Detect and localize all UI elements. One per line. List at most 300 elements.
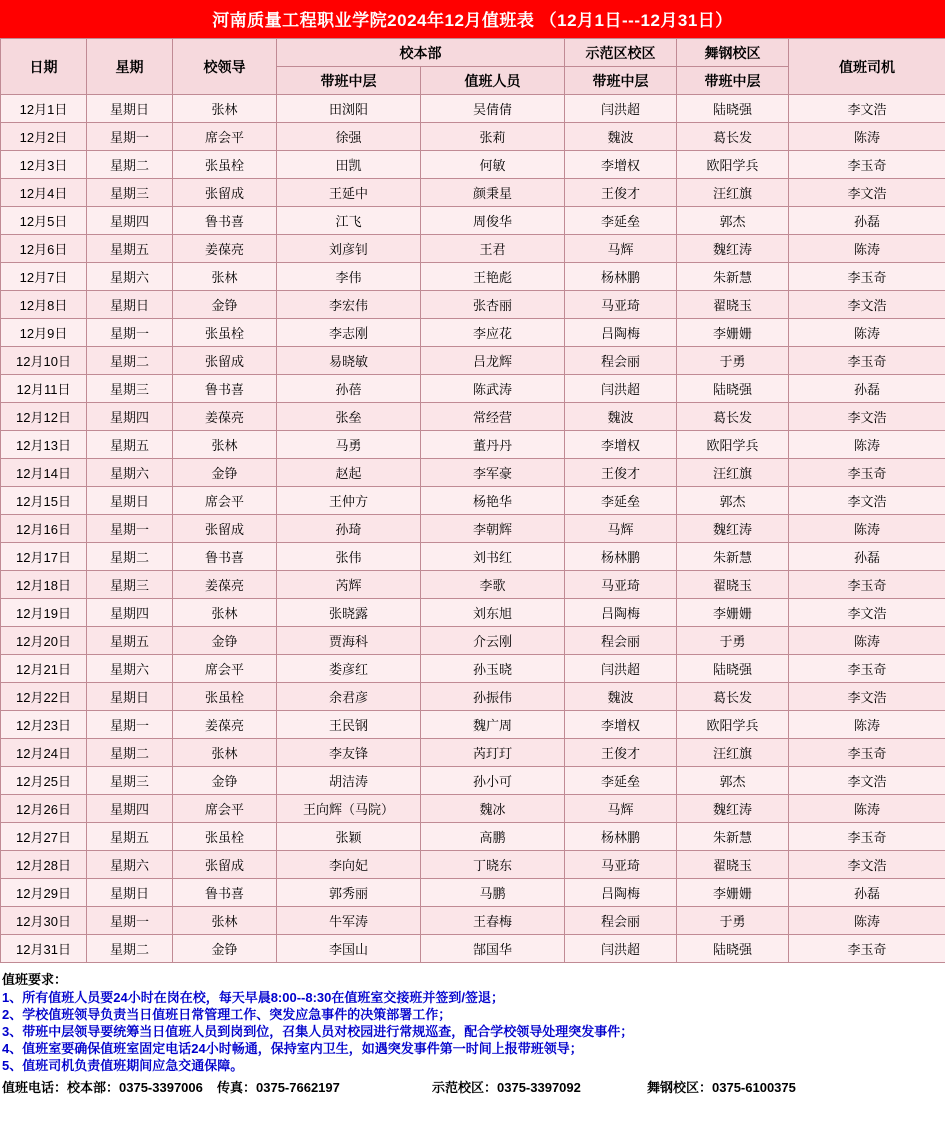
cell-main-campus-mid: 余君彦 — [277, 683, 421, 711]
cell-school-leader: 张林 — [173, 431, 277, 459]
table-row — [1, 319, 945, 347]
cell-weekday: 星期三 — [87, 375, 173, 403]
table-row — [1, 823, 945, 851]
cell-wugang-campus-mid: 陆晓强 — [677, 375, 789, 403]
cell-main-campus-mid: 张垒 — [277, 403, 421, 431]
cell-demo-campus-mid: 杨林鹏 — [565, 823, 677, 851]
cell-wugang-campus-mid: 汪红旗 — [677, 459, 789, 487]
cell-demo-campus-mid: 闫洪超 — [565, 935, 677, 963]
cell-driver: 陈涛 — [789, 431, 945, 459]
cell-date: 12月31日 — [1, 935, 87, 963]
cell-weekday: 星期日 — [87, 487, 173, 515]
duty-requirement-item: 2、学校值班领导负责当日值班日常管理工作、突发应急事件的决策部署工作； — [2, 1007, 452, 1022]
cell-date: 12月27日 — [1, 823, 87, 851]
cell-date: 12月12日 — [1, 403, 87, 431]
header-school-leader: 校领导 — [173, 39, 277, 95]
table-row — [1, 711, 945, 739]
header-row-1 — [1, 39, 945, 67]
cell-main-campus-mid: 王延中 — [277, 179, 421, 207]
cell-school-leader: 鲁书喜 — [173, 207, 277, 235]
cell-main-campus-mid: 张颖 — [277, 823, 421, 851]
cell-wugang-campus-mid: 朱新慧 — [677, 263, 789, 291]
cell-driver: 李玉奇 — [789, 263, 945, 291]
cell-wugang-campus-mid: 李姗姗 — [677, 879, 789, 907]
cell-main-campus-staff: 李应花 — [421, 319, 565, 347]
cell-demo-campus-mid: 李增权 — [565, 151, 677, 179]
cell-wugang-campus-mid: 葛长发 — [677, 123, 789, 151]
cell-date: 12月9日 — [1, 319, 87, 347]
cell-driver: 孙磊 — [789, 375, 945, 403]
cell-driver: 陈涛 — [789, 627, 945, 655]
cell-date: 12月25日 — [1, 767, 87, 795]
cell-date: 12月19日 — [1, 599, 87, 627]
cell-date: 12月2日 — [1, 123, 87, 151]
cell-wugang-campus-mid: 葛长发 — [677, 403, 789, 431]
duty-requirement-item: 1、所有值班人员要24小时在岗在校，每天早晨8:00--8:30在值班室交接班并签到/签退； — [2, 990, 504, 1005]
cell-demo-campus-mid: 王俊才 — [565, 459, 677, 487]
cell-date: 12月13日 — [1, 431, 87, 459]
header-demo-campus-mid: 带班中层 — [565, 67, 677, 95]
cell-main-campus-mid: 李向妃 — [277, 851, 421, 879]
cell-date: 12月3日 — [1, 151, 87, 179]
duty-requirement-item: 3、带班中层领导要统筹当日值班人员到岗到位，召集人员对校园进行常规巡查，配合学校领导处理突发事件； — [2, 1024, 634, 1039]
cell-main-campus-staff: 陈武涛 — [421, 375, 565, 403]
cell-weekday: 星期二 — [87, 935, 173, 963]
cell-demo-campus-mid: 李增权 — [565, 431, 677, 459]
cell-school-leader: 席会平 — [173, 655, 277, 683]
cell-wugang-campus-mid: 陆晓强 — [677, 935, 789, 963]
cell-weekday: 星期四 — [87, 207, 173, 235]
cell-main-campus-mid: 江飞 — [277, 207, 421, 235]
cell-main-campus-staff: 芮玎玎 — [421, 739, 565, 767]
cell-school-leader: 张留成 — [173, 179, 277, 207]
cell-main-campus-mid: 田凯 — [277, 151, 421, 179]
cell-demo-campus-mid: 杨林鹏 — [565, 263, 677, 291]
cell-school-leader: 金铮 — [173, 767, 277, 795]
cell-wugang-campus-mid: 郭杰 — [677, 207, 789, 235]
cell-demo-campus-mid: 马辉 — [565, 515, 677, 543]
cell-driver: 李玉奇 — [789, 571, 945, 599]
cell-driver: 李文浩 — [789, 403, 945, 431]
cell-demo-campus-mid: 王俊才 — [565, 739, 677, 767]
cell-demo-campus-mid: 魏波 — [565, 123, 677, 151]
cell-date: 12月20日 — [1, 627, 87, 655]
cell-main-campus-mid: 张晓露 — [277, 599, 421, 627]
cell-demo-campus-mid: 王俊才 — [565, 179, 677, 207]
table-row — [1, 879, 945, 907]
cell-demo-campus-mid: 杨林鹏 — [565, 543, 677, 571]
table-row — [1, 851, 945, 879]
phone-main-campus — [2, 1077, 217, 1096]
table-row — [1, 767, 945, 795]
cell-weekday: 星期三 — [87, 767, 173, 795]
cell-main-campus-mid: 易晓敏 — [277, 347, 421, 375]
cell-main-campus-staff: 李军豪 — [421, 459, 565, 487]
table-row — [1, 515, 945, 543]
cell-main-campus-mid: 孙琦 — [277, 515, 421, 543]
header-driver: 值班司机 — [789, 39, 945, 95]
cell-wugang-campus-mid: 于勇 — [677, 627, 789, 655]
cell-wugang-campus-mid: 魏红涛 — [677, 515, 789, 543]
cell-driver: 陈涛 — [789, 907, 945, 935]
cell-demo-campus-mid: 马亚琦 — [565, 291, 677, 319]
cell-demo-campus-mid: 魏波 — [565, 683, 677, 711]
cell-driver: 陈涛 — [789, 123, 945, 151]
cell-school-leader: 张林 — [173, 263, 277, 291]
cell-demo-campus-mid: 闫洪超 — [565, 375, 677, 403]
cell-main-campus-staff: 常经营 — [421, 403, 565, 431]
cell-driver: 孙磊 — [789, 543, 945, 571]
table-row — [1, 207, 945, 235]
cell-driver: 李文浩 — [789, 767, 945, 795]
cell-date: 12月6日 — [1, 235, 87, 263]
cell-main-campus-staff: 孙玉晓 — [421, 655, 565, 683]
cell-main-campus-mid: 田浏阳 — [277, 95, 421, 123]
cell-weekday: 星期日 — [87, 879, 173, 907]
cell-main-campus-mid: 郭秀丽 — [277, 879, 421, 907]
cell-school-leader: 鲁书喜 — [173, 543, 277, 571]
cell-main-campus-staff: 周俊华 — [421, 207, 565, 235]
cell-date: 12月8日 — [1, 291, 87, 319]
cell-wugang-campus-mid: 朱新慧 — [677, 823, 789, 851]
cell-main-campus-staff: 张莉 — [421, 123, 565, 151]
cell-main-campus-mid: 徐强 — [277, 123, 421, 151]
cell-driver: 李玉奇 — [789, 655, 945, 683]
cell-weekday: 星期日 — [87, 291, 173, 319]
cell-demo-campus-mid: 马亚琦 — [565, 851, 677, 879]
table-row — [1, 487, 945, 515]
cell-wugang-campus-mid: 魏红涛 — [677, 795, 789, 823]
header-main-campus: 校本部 — [277, 39, 565, 67]
cell-school-leader: 金铮 — [173, 459, 277, 487]
cell-weekday: 星期二 — [87, 347, 173, 375]
cell-date: 12月15日 — [1, 487, 87, 515]
cell-driver: 李文浩 — [789, 95, 945, 123]
cell-wugang-campus-mid: 汪红旗 — [677, 739, 789, 767]
cell-weekday: 星期二 — [87, 543, 173, 571]
cell-demo-campus-mid: 程会丽 — [565, 347, 677, 375]
cell-main-campus-mid: 胡洁涛 — [277, 767, 421, 795]
cell-driver: 李玉奇 — [789, 459, 945, 487]
cell-demo-campus-mid: 马亚琦 — [565, 571, 677, 599]
cell-main-campus-staff: 王君 — [421, 235, 565, 263]
cell-demo-campus-mid: 闫洪超 — [565, 95, 677, 123]
phone-fax: 传真：0375-7662197 — [217, 1080, 340, 1095]
cell-main-campus-mid: 孙蓓 — [277, 375, 421, 403]
cell-wugang-campus-mid: 欧阳学兵 — [677, 431, 789, 459]
cell-main-campus-staff: 高鹏 — [421, 823, 565, 851]
cell-school-leader: 席会平 — [173, 123, 277, 151]
cell-driver: 李玉奇 — [789, 347, 945, 375]
cell-driver: 陈涛 — [789, 515, 945, 543]
cell-weekday: 星期六 — [87, 851, 173, 879]
table-row — [1, 235, 945, 263]
cell-date: 12月1日 — [1, 95, 87, 123]
cell-school-leader: 张虽栓 — [173, 823, 277, 851]
table-row — [1, 627, 945, 655]
cell-demo-campus-mid: 吕陶梅 — [565, 319, 677, 347]
cell-school-leader: 张留成 — [173, 851, 277, 879]
cell-driver: 李玉奇 — [789, 823, 945, 851]
cell-school-leader: 张林 — [173, 739, 277, 767]
cell-driver: 李文浩 — [789, 851, 945, 879]
cell-weekday: 星期一 — [87, 515, 173, 543]
cell-school-leader: 姜葆亮 — [173, 571, 277, 599]
cell-main-campus-mid: 贾海科 — [277, 627, 421, 655]
cell-driver: 陈涛 — [789, 235, 945, 263]
cell-school-leader: 鲁书喜 — [173, 375, 277, 403]
cell-wugang-campus-mid: 翟晓玉 — [677, 851, 789, 879]
cell-demo-campus-mid: 马辉 — [565, 795, 677, 823]
cell-school-leader: 张林 — [173, 95, 277, 123]
cell-driver: 李玉奇 — [789, 739, 945, 767]
cell-school-leader: 金铮 — [173, 627, 277, 655]
table-body — [1, 95, 945, 963]
duty-requirement-item: 5、值班司机负责值班期间应急交通保障。 — [2, 1058, 244, 1073]
table-row — [1, 739, 945, 767]
table-row — [1, 683, 945, 711]
cell-demo-campus-mid: 马辉 — [565, 235, 677, 263]
cell-main-campus-staff: 王艳彪 — [421, 263, 565, 291]
cell-driver: 李玉奇 — [789, 935, 945, 963]
cell-driver: 李玉奇 — [789, 151, 945, 179]
cell-wugang-campus-mid: 翟晓玉 — [677, 571, 789, 599]
table-row — [1, 403, 945, 431]
cell-date: 12月4日 — [1, 179, 87, 207]
cell-main-campus-staff: 李歌 — [421, 571, 565, 599]
duty-requirements-title: 值班要求： — [2, 972, 68, 987]
cell-date: 12月18日 — [1, 571, 87, 599]
header-main-campus-staff: 值班人员 — [421, 67, 565, 95]
cell-weekday: 星期六 — [87, 459, 173, 487]
cell-date: 12月10日 — [1, 347, 87, 375]
cell-wugang-campus-mid: 陆晓强 — [677, 95, 789, 123]
cell-demo-campus-mid: 李延垒 — [565, 767, 677, 795]
cell-school-leader: 金铮 — [173, 935, 277, 963]
cell-weekday: 星期四 — [87, 403, 173, 431]
table-row — [1, 907, 945, 935]
cell-main-campus-staff: 介云刚 — [421, 627, 565, 655]
cell-school-leader: 姜葆亮 — [173, 403, 277, 431]
header-weekday: 星期 — [87, 39, 173, 95]
table-row — [1, 599, 945, 627]
cell-main-campus-staff: 杨艳华 — [421, 487, 565, 515]
cell-main-campus-mid: 娄彦红 — [277, 655, 421, 683]
cell-driver: 孙磊 — [789, 207, 945, 235]
cell-weekday: 星期二 — [87, 151, 173, 179]
contact-phones — [0, 1077, 945, 1096]
cell-main-campus-staff: 颜秉星 — [421, 179, 565, 207]
cell-wugang-campus-mid: 郭杰 — [677, 767, 789, 795]
cell-date: 12月30日 — [1, 907, 87, 935]
cell-weekday: 星期三 — [87, 571, 173, 599]
cell-main-campus-mid: 李友锋 — [277, 739, 421, 767]
table-row — [1, 291, 945, 319]
header-main-campus-mid: 带班中层 — [277, 67, 421, 95]
duty-schedule-table — [0, 38, 945, 963]
cell-school-leader: 鲁书喜 — [173, 879, 277, 907]
table-row — [1, 375, 945, 403]
table-row — [1, 431, 945, 459]
cell-wugang-campus-mid: 李姗姗 — [677, 599, 789, 627]
table-row — [1, 571, 945, 599]
cell-main-campus-staff: 孙振伟 — [421, 683, 565, 711]
cell-driver: 陈涛 — [789, 319, 945, 347]
page-title: 河南质量工程职业学院2024年12月值班表 （12月1日---12月31日） — [0, 0, 945, 38]
cell-school-leader: 姜葆亮 — [173, 711, 277, 739]
header-wugang-campus: 舞钢校区 — [677, 39, 789, 67]
table-row — [1, 263, 945, 291]
cell-main-campus-staff: 吴倩倩 — [421, 95, 565, 123]
cell-wugang-campus-mid: 欧阳学兵 — [677, 151, 789, 179]
cell-weekday: 星期五 — [87, 431, 173, 459]
cell-school-leader: 金铮 — [173, 291, 277, 319]
cell-main-campus-staff: 吕龙辉 — [421, 347, 565, 375]
cell-school-leader: 张虽栓 — [173, 683, 277, 711]
cell-date: 12月26日 — [1, 795, 87, 823]
cell-main-campus-staff: 何敏 — [421, 151, 565, 179]
cell-school-leader: 席会平 — [173, 795, 277, 823]
cell-date: 12月24日 — [1, 739, 87, 767]
cell-weekday: 星期六 — [87, 655, 173, 683]
table-row — [1, 655, 945, 683]
cell-main-campus-staff: 董丹丹 — [421, 431, 565, 459]
cell-main-campus-mid: 李志刚 — [277, 319, 421, 347]
cell-weekday: 星期五 — [87, 235, 173, 263]
cell-weekday: 星期一 — [87, 907, 173, 935]
cell-demo-campus-mid: 吕陶梅 — [565, 599, 677, 627]
phone-demo-campus: 示范校区：0375-3397092 — [432, 1080, 581, 1095]
cell-school-leader: 姜葆亮 — [173, 235, 277, 263]
cell-main-campus-staff: 刘东旭 — [421, 599, 565, 627]
cell-driver: 李文浩 — [789, 599, 945, 627]
cell-school-leader: 席会平 — [173, 487, 277, 515]
cell-driver: 李文浩 — [789, 487, 945, 515]
cell-wugang-campus-mid: 陆晓强 — [677, 655, 789, 683]
cell-wugang-campus-mid: 李姗姗 — [677, 319, 789, 347]
cell-school-leader: 张留成 — [173, 347, 277, 375]
table-row — [1, 95, 945, 123]
table-row — [1, 151, 945, 179]
cell-main-campus-mid: 芮辉 — [277, 571, 421, 599]
cell-main-campus-staff: 孙小可 — [421, 767, 565, 795]
cell-weekday: 星期一 — [87, 123, 173, 151]
cell-main-campus-staff: 刘书红 — [421, 543, 565, 571]
cell-weekday: 星期三 — [87, 179, 173, 207]
cell-demo-campus-mid: 程会丽 — [565, 907, 677, 935]
cell-date: 12月16日 — [1, 515, 87, 543]
cell-weekday: 星期五 — [87, 627, 173, 655]
cell-wugang-campus-mid: 朱新慧 — [677, 543, 789, 571]
cell-demo-campus-mid: 闫洪超 — [565, 655, 677, 683]
cell-main-campus-staff: 魏广周 — [421, 711, 565, 739]
cell-date: 12月7日 — [1, 263, 87, 291]
cell-demo-campus-mid: 魏波 — [565, 403, 677, 431]
cell-date: 12月17日 — [1, 543, 87, 571]
cell-main-campus-staff: 丁晓东 — [421, 851, 565, 879]
cell-demo-campus-mid: 李增权 — [565, 711, 677, 739]
header-wugang-campus-mid: 带班中层 — [677, 67, 789, 95]
cell-school-leader: 张林 — [173, 599, 277, 627]
cell-demo-campus-mid: 吕陶梅 — [565, 879, 677, 907]
cell-main-campus-staff: 李朝辉 — [421, 515, 565, 543]
cell-date: 12月23日 — [1, 711, 87, 739]
cell-weekday: 星期一 — [87, 319, 173, 347]
cell-driver: 李文浩 — [789, 683, 945, 711]
cell-main-campus-mid: 王向辉（马院） — [277, 795, 421, 823]
table-row — [1, 543, 945, 571]
cell-wugang-campus-mid: 汪红旗 — [677, 179, 789, 207]
table-row — [1, 179, 945, 207]
cell-date: 12月28日 — [1, 851, 87, 879]
cell-main-campus-mid: 赵起 — [277, 459, 421, 487]
cell-weekday: 星期二 — [87, 739, 173, 767]
cell-wugang-campus-mid: 翟晓玉 — [677, 291, 789, 319]
cell-date: 12月11日 — [1, 375, 87, 403]
cell-weekday: 星期四 — [87, 599, 173, 627]
cell-main-campus-mid: 李宏伟 — [277, 291, 421, 319]
duty-requirements-list — [2, 989, 943, 1074]
cell-weekday: 星期四 — [87, 795, 173, 823]
cell-main-campus-staff: 张杏丽 — [421, 291, 565, 319]
cell-driver: 陈涛 — [789, 711, 945, 739]
cell-school-leader: 张虽栓 — [173, 319, 277, 347]
cell-driver: 孙磊 — [789, 879, 945, 907]
cell-date: 12月29日 — [1, 879, 87, 907]
cell-weekday: 星期六 — [87, 263, 173, 291]
duty-requirements — [0, 969, 945, 1074]
table-row — [1, 795, 945, 823]
cell-main-campus-mid: 王仲方 — [277, 487, 421, 515]
cell-driver: 李文浩 — [789, 179, 945, 207]
cell-main-campus-staff: 王春梅 — [421, 907, 565, 935]
table-row — [1, 459, 945, 487]
cell-wugang-campus-mid: 郭杰 — [677, 487, 789, 515]
cell-wugang-campus-mid: 魏红涛 — [677, 235, 789, 263]
cell-date: 12月14日 — [1, 459, 87, 487]
phone-main-campus-value: 校本部：0375-3397006 — [67, 1080, 203, 1095]
cell-main-campus-mid: 牛军涛 — [277, 907, 421, 935]
phone-label: 值班电话： — [2, 1080, 68, 1095]
cell-date: 12月21日 — [1, 655, 87, 683]
cell-demo-campus-mid: 程会丽 — [565, 627, 677, 655]
table-row — [1, 935, 945, 963]
cell-weekday: 星期日 — [87, 683, 173, 711]
cell-weekday: 星期日 — [87, 95, 173, 123]
header-date: 日期 — [1, 39, 87, 95]
duty-requirement-item: 4、值班室要确保值班室固定电话24小时畅通，保持室内卫生，如遇突发事件第一时间上报带班领导； — [2, 1041, 583, 1056]
cell-school-leader: 张留成 — [173, 515, 277, 543]
cell-main-campus-mid: 李国山 — [277, 935, 421, 963]
cell-wugang-campus-mid: 于勇 — [677, 347, 789, 375]
cell-weekday: 星期五 — [87, 823, 173, 851]
cell-main-campus-mid: 马勇 — [277, 431, 421, 459]
cell-main-campus-mid: 刘彦钊 — [277, 235, 421, 263]
cell-main-campus-staff: 郜国华 — [421, 935, 565, 963]
cell-wugang-campus-mid: 葛长发 — [677, 683, 789, 711]
table-row — [1, 347, 945, 375]
cell-school-leader: 张虽栓 — [173, 151, 277, 179]
cell-date: 12月22日 — [1, 683, 87, 711]
cell-weekday: 星期一 — [87, 711, 173, 739]
cell-demo-campus-mid: 李延垒 — [565, 487, 677, 515]
cell-date: 12月5日 — [1, 207, 87, 235]
cell-wugang-campus-mid: 欧阳学兵 — [677, 711, 789, 739]
cell-school-leader: 张林 — [173, 907, 277, 935]
cell-main-campus-staff: 马鹏 — [421, 879, 565, 907]
table-row — [1, 123, 945, 151]
cell-wugang-campus-mid: 于勇 — [677, 907, 789, 935]
